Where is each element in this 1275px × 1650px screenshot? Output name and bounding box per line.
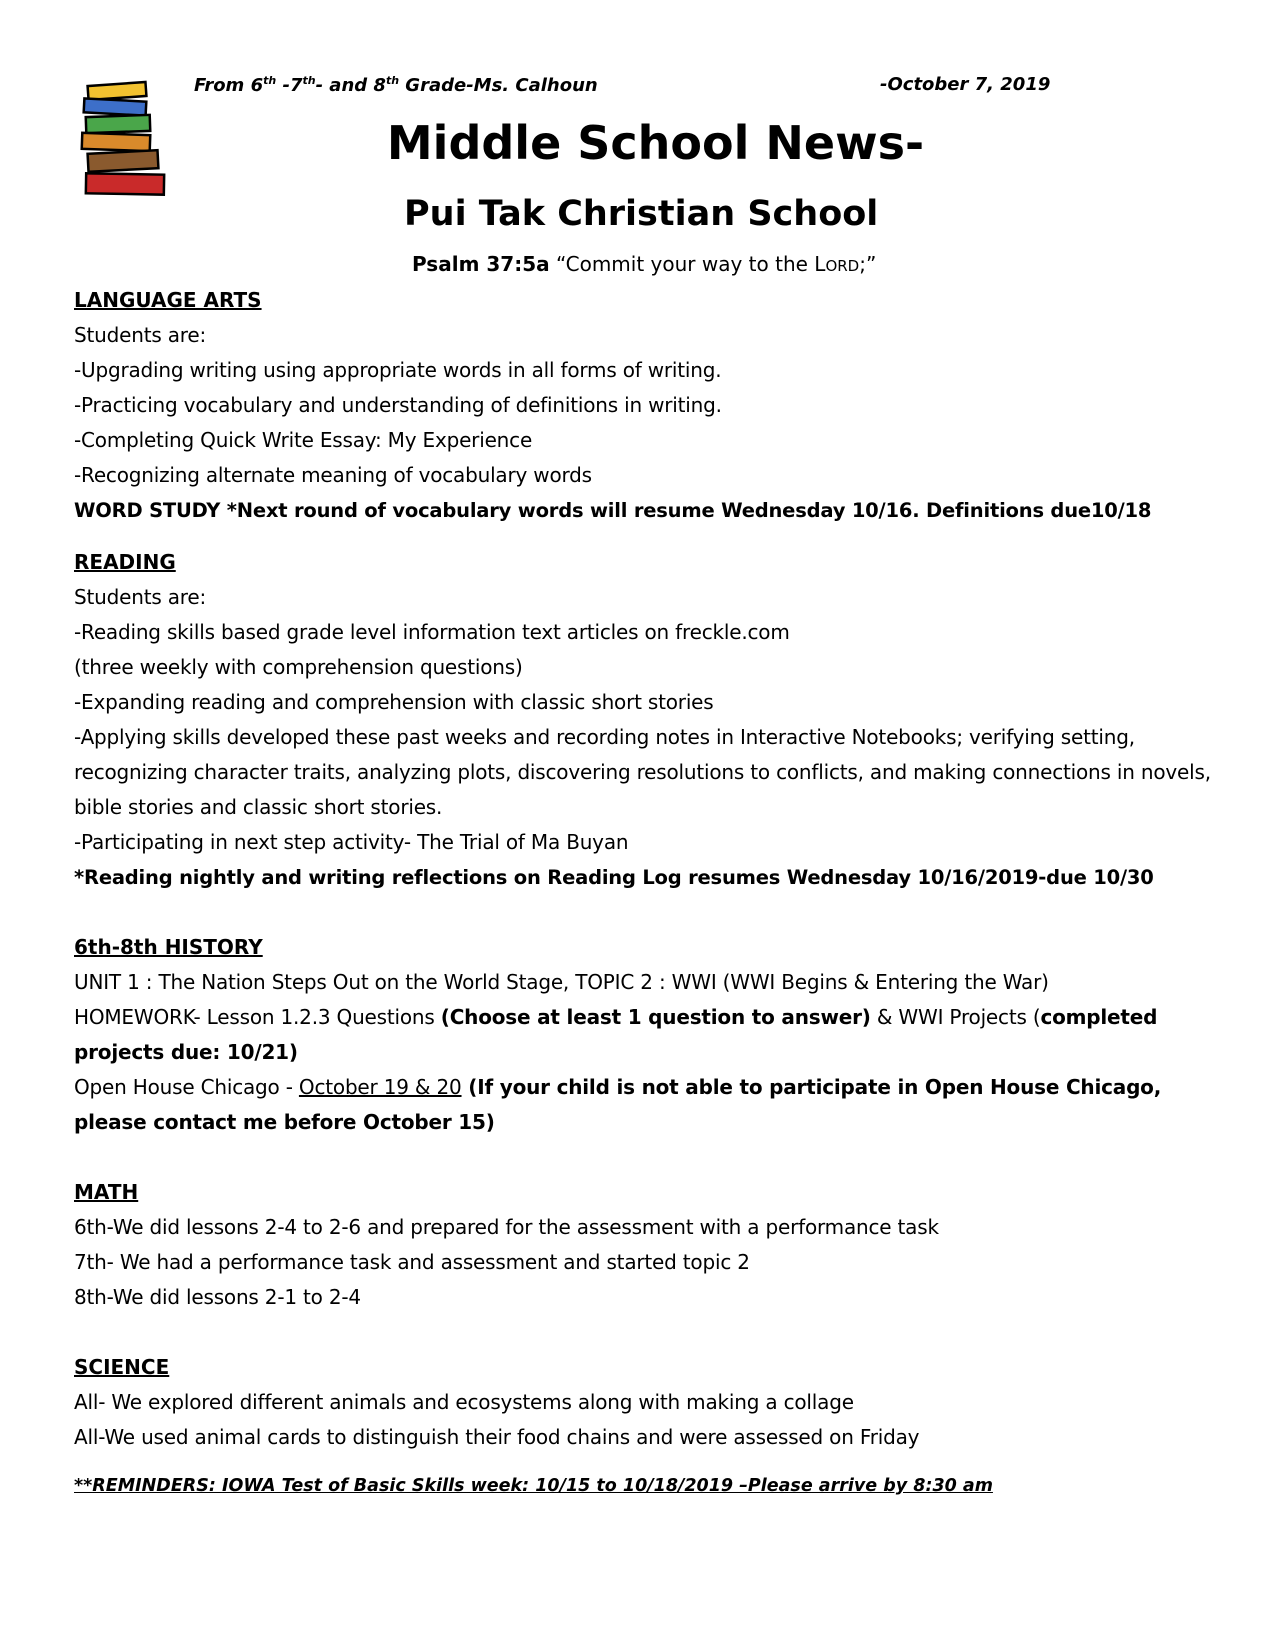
- open-house-dates-link[interactable]: October 19 & 20: [298, 1075, 462, 1099]
- school-name: Pui Tak Christian School: [404, 194, 879, 234]
- list-item: All- We explored different animals and ecosystems along with making a collage: [74, 1390, 854, 1414]
- list-item: -Reading skills based grade level information text articles on freckle.com: [74, 620, 790, 644]
- list-item: 8th-We did lessons 2-1 to 2-4: [74, 1285, 361, 1309]
- word-study-note: WORD STUDY *Next round of vocabulary words will resume Wednesday 10/16. Definitions due10/18: [74, 499, 1152, 522]
- history-heading: 6th-8th HISTORY: [74, 935, 263, 959]
- history-unit: UNIT 1 : The Nation Steps Out on the World Stage, TOPIC 2 : WWI (WWI Begins & Entering the War): [74, 970, 1049, 994]
- language-arts-intro: Students are:: [74, 323, 206, 347]
- reminders-note: **REMINDERS: IOWA Test of Basic Skills week: 10/15 to 10/18/2019 –Please arrive by 8:30 am: [74, 1476, 993, 1496]
- list-item: 7th- We had a performance task and assessment and started topic 2: [74, 1250, 750, 1274]
- list-item: -Participating in next step activity- The Trial of Ma Buyan: [74, 830, 629, 854]
- list-item: -Completing Quick Write Essay: My Experience: [74, 428, 533, 452]
- newsletter-body: [74, 283, 1214, 1504]
- header-date: -October 7, 2019: [880, 74, 1051, 95]
- reading-log-note: *Reading nightly and writing reflections on Reading Log resumes Wednesday 10/16/2019-due 10/30: [74, 866, 1154, 889]
- math-heading: MATH: [74, 1180, 139, 1204]
- open-house-note: Open House Chicago - October 19 & 20 (If your child is not able to participate in Open House Chicago, please contact me before October 15): [74, 1075, 1162, 1134]
- page-title: Middle School News-: [386, 116, 925, 170]
- verse: Psalm 37:5a “Commit your way to the LORD;”: [412, 252, 877, 276]
- language-arts-heading: LANGUAGE ARTS: [74, 288, 262, 312]
- list-item: -Recognizing alternate meaning of vocabulary words: [74, 463, 592, 487]
- reading-intro: Students are:: [74, 585, 206, 609]
- history-homework: HOMEWORK- Lesson 1.2.3 Questions (Choose at least 1 question to answer) & WWI Projects (completed projects due: 10/21): [74, 1005, 1158, 1064]
- header-from: From 6th -7th- and 8th Grade-Ms. Calhoun: [194, 74, 598, 96]
- list-item: -Applying skills developed these past weeks and recording notes in Interactive Notebooks; verifying setting, recognizing character traits, analyzing plots, discovering resolutions to conflicts, and making connections in novels, bible stories and classic short stories.: [74, 725, 1211, 819]
- list-item: (three weekly with comprehension questions): [74, 655, 523, 679]
- science-heading: SCIENCE: [74, 1355, 170, 1379]
- list-item: All-We used animal cards to distinguish their food chains and were assessed on Friday: [74, 1425, 920, 1449]
- list-item: -Expanding reading and comprehension with classic short stories: [74, 690, 714, 714]
- reading-heading: READING: [74, 550, 176, 574]
- list-item: -Upgrading writing using appropriate words in all forms of writing.: [74, 358, 722, 382]
- list-item: 6th-We did lessons 2-4 to 2-6 and prepared for the assessment with a performance task: [74, 1215, 939, 1239]
- list-item: -Practicing vocabulary and understanding of definitions in writing.: [74, 393, 722, 417]
